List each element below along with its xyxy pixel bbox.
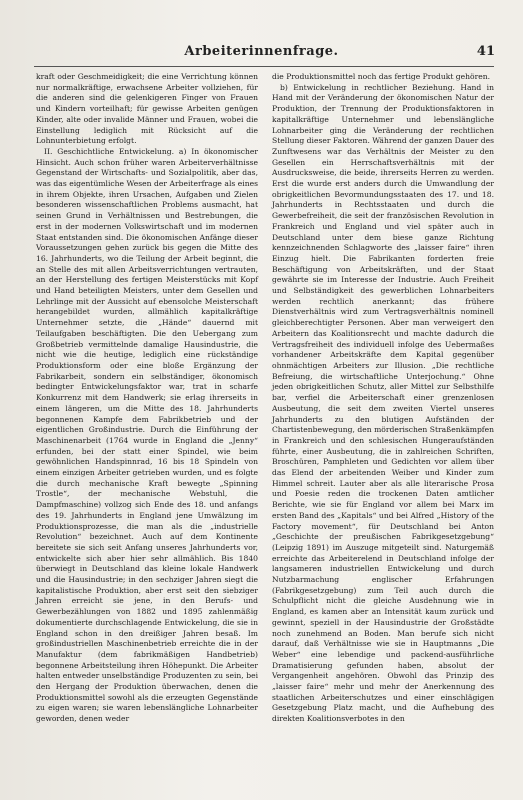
paragraph: kraft oder Geschmeidigkeit; die eine Verrichtung können nur normalkräftige, erwachsene Arbeiter vollziehen, für die anderen sind die gelenkigeren Finger von Frauen und Kindern vorteilhaft; für gewisse Arbeiten genügen Kinder, alte oder invalide Männer und Frauen, wobei die Einstellung lediglich mit Rücksicht auf die Lohnunterbietung erfolgt. — [36, 72, 258, 146]
paragraph: die Produktionsmittel noch das fertige Produkt gehören. — [272, 72, 491, 81]
paragraph: II. Geschichtliche Entwickelung. a) In ökonomischer Hinsicht. Auch schon früher waren Arbeiterverhältnisse Gegenstand der Wirtschafts- und Sozialpolitik, aber das, was das eigentümliche Wesen der Arbeiterfrage als eines in ihrem Objekte, ihren Ursachen, Aufgaben und Zielen besonderen wissenschaftlichen Problems ausmacht, hat seinen Grund in Verhältnissen und Bestrebungen, die erst in der modernen Volkswirtschaft und im modernen Staat entstanden sind. Die ökonomischen Anfänge dieser Voraussetzungen gehen zurück bis gegen die Mitte des 16. Jahrhunderts, wo die Teilung der Arbeit beginnt, die an Stelle des mit allen Arbeitsverrichtungen vertrauten, an der Herstellung des fertigen Meisterstücks mit Kopf und Hand beteiligten Meisters, unter dem Gesellen und Lehrlinge mit der Aussicht auf ebensolche Meisterschaft herangebildet wurden, allmählich kapitalkräftige Unternehmer setzte, die „Hände“ dauernd mit Teilaufgaben beschäftigten. Die den Uebergang zum Großbetrieb vermittelnde damalige Hausindustrie, die nicht wie die heutige, lediglich eine rückständige Produktionsform oder eine bloße Ergänzung der Fabrikarbeit, sondern ein selbständiger, ökonomisch bedingter Entwickelungsfaktor war, trat in scharfe Konkurrenz mit dem Handwerk; sie erlag ihrerseits in einem längeren, um die Mitte des 18. Jahrhunderts begonnenen Kampfe dem Fabrikbetrieb und der eigentlichen Großindustrie. Durch die Einführung der Maschinenarbeit (1764 wurde in England die „Jenny“ erfunden, bei der statt einer Spindel, wie beim gewöhnlichen Handspinnrad, 16 bis 18 Spindeln von einem einzigen Arbeiter getrieben wurden, und es folgte die durch mechanische Kraft bewegte „Spinning Trostle“, der mechanische Webstuhl, die Dampfmaschine) vollzog sich Ende des 18. und anfangs des 19. Jahrhunderts in England jene Umwälzung im Produktionsprozesse, die man als die „industrielle Revolution“ bezeichnet. Auch auf dem Kontinente bereitete sie sich seit Anfang unseres Jahrhunderts vor, entwickelte sich aber hier sehr allmählich. Bis 1840 überwiegt in Deutschland das kleine lokale Handwerk und die Hausindustrie; in den sechziger Jahren siegt die kapitalistische Produktion, aber erst seit den siebziger Jahren erreicht sie jene, in den Berufs- und Gewerbezählungen von 1882 und 1895 zahlenmäßig dokumentierte durchschlagende Entwickelung, die sie in England schon in den dreißiger Jahren besaß. Im großindustriellen Maschinenbetrieb erreichte die in der Manufaktur (dem fabrikmäßigen Handbetrieb) begonnene Arbeitsteilung ihren Höhepunkt. Die Arbeiter halten entweder unselbständige Produzenten zu sein, bei den Hergang der Produktion überwachen, denen die Produktionsmittel sowohl als die erzeugten Gegenstände zu eigen waren; sie waren lebenslängliche Lohnarbeiter geworden, denen weder — [36, 146, 258, 724]
page-number: 41 — [476, 44, 495, 59]
paragraph: b) Entwickelung in rechtlicher Beziehung. Hand in Hand mit der Veränderung der ökonomischen Natur der Produktion, der Trennung der Produktionsfaktoren in kapitalkräftige Unternehmer und lebenslängliche Lohnarbeiter ging die Veränderung der rechtlichen Stellung dieser Faktoren. Während der ganzen Dauer des Zunftwesens war das Verhältnis der Meister zu den Gesellen ein Herrschaftsverhältnis mit der Ausdrucksweise, die beide, ihrerseits Herren zu werden. Erst die wurde erst anders durch die Umwandlung der obrigkeitlichen Bevormundungsstaaten des 17. und 18. Jahrhunderts in Rechtsstaaten und durch die Gewerbefreiheit, die seit der französischen Revolution in Frankreich und England und viel später auch in Deutschland unter dem biese ganze Richtung kennzeichnenden Schlagworte des „laisser faire“ ihren Einzug hielt. Die Fabrikanten forderten freie Beschäftigung von Arbeitskräften, und der Staat gewährte sie im Interesse der Industrie. Auch Freiheit und Selbständigkeit des gewerblichen Lohnarbeiters werden rechtlich anerkannt; das frühere Dienstverhältnis wird zum Vertragsverhältnis nominell gleichberechtigter Personen. Aber man verweigert den Arbeitern das Koalitionsrecht und machte dadurch die Vertragsfreiheit des individuell infolge des Uebermaßes vorhandener Arbeitskräfte dem Kapital gegenüber ohnmächtigen Arbeiters zur Illusion. „Die rechtliche Befreiung, die wirtschaftliche Unterjochung.“ Ohne jeden obrigkeitlichen Schutz, aller Mittel zur Selbsthilfe bar, verfiel die Arbeiterschaft einer grenzenlosen Ausbeutung, die seit dem zweiten Viertel unseres Jahrhunderts zu den blutigen Aufständen der Chartistenbewegung, den mörderischen Straßenkämpfen in Frankreich und den schlesischen Hungeraufständen führte, einer Ausbeutung, die in zahlreichen Schriften, Broschüren, Pamphleten und Gedichten vor allem über das Elend der arbeitenden Weiber und Kinder zum Himmel schreit. Lauter aber als alle literarische Prosa und Poesie reden die trockenen Daten amtlicher Berichte, wie sie für England vor allem bei Marx im ersten Band des „Kapitals“ und bei Alfred „History of the Factory movement“, für Deutschland bei Anton „Geschichte der preußischen Fabrikgesetzgebung“ (Leipzig 1891) im Auszuge mitgeteilt sind. Naturgemäß erreichte das Arbeiterelend in Deutschland infolge der langsameren industriellen Entwickelung und durch Nutzbarmachung englischer Erfahrungen (Fabrikgesetzgebung) zum Teil auch durch die Schulpflicht nicht die gleiche Ausdehnung wie in England, es kamen aber an Intensität kaum zurück und gewinnt, speziell in der Hausindustrie der Großstädte noch zunehmend an Boden. Man berufe sich nicht darauf, daß Verhältnisse wie sie in Hauptmanns „Die Weber“ eine lebendige und packend-ausführliche Dramatisierung gefunden haben, absolut der Vergangenheit angehören. Obwohl das Prinzip des „laisser faire“ mehr und mehr der Anerkennung des staatlichen Arbeiterschutzes und einer einschlägigen Gesetzgebung Platz macht, und die Aufhebung des direkten Koalitionsverbotes in den — [272, 82, 494, 724]
right-column — [272, 72, 494, 725]
page-header — [0, 44, 523, 64]
header-rule — [34, 66, 494, 67]
left-column — [36, 72, 258, 725]
running-title: Arbeiterinnenfrage. — [184, 44, 339, 59]
